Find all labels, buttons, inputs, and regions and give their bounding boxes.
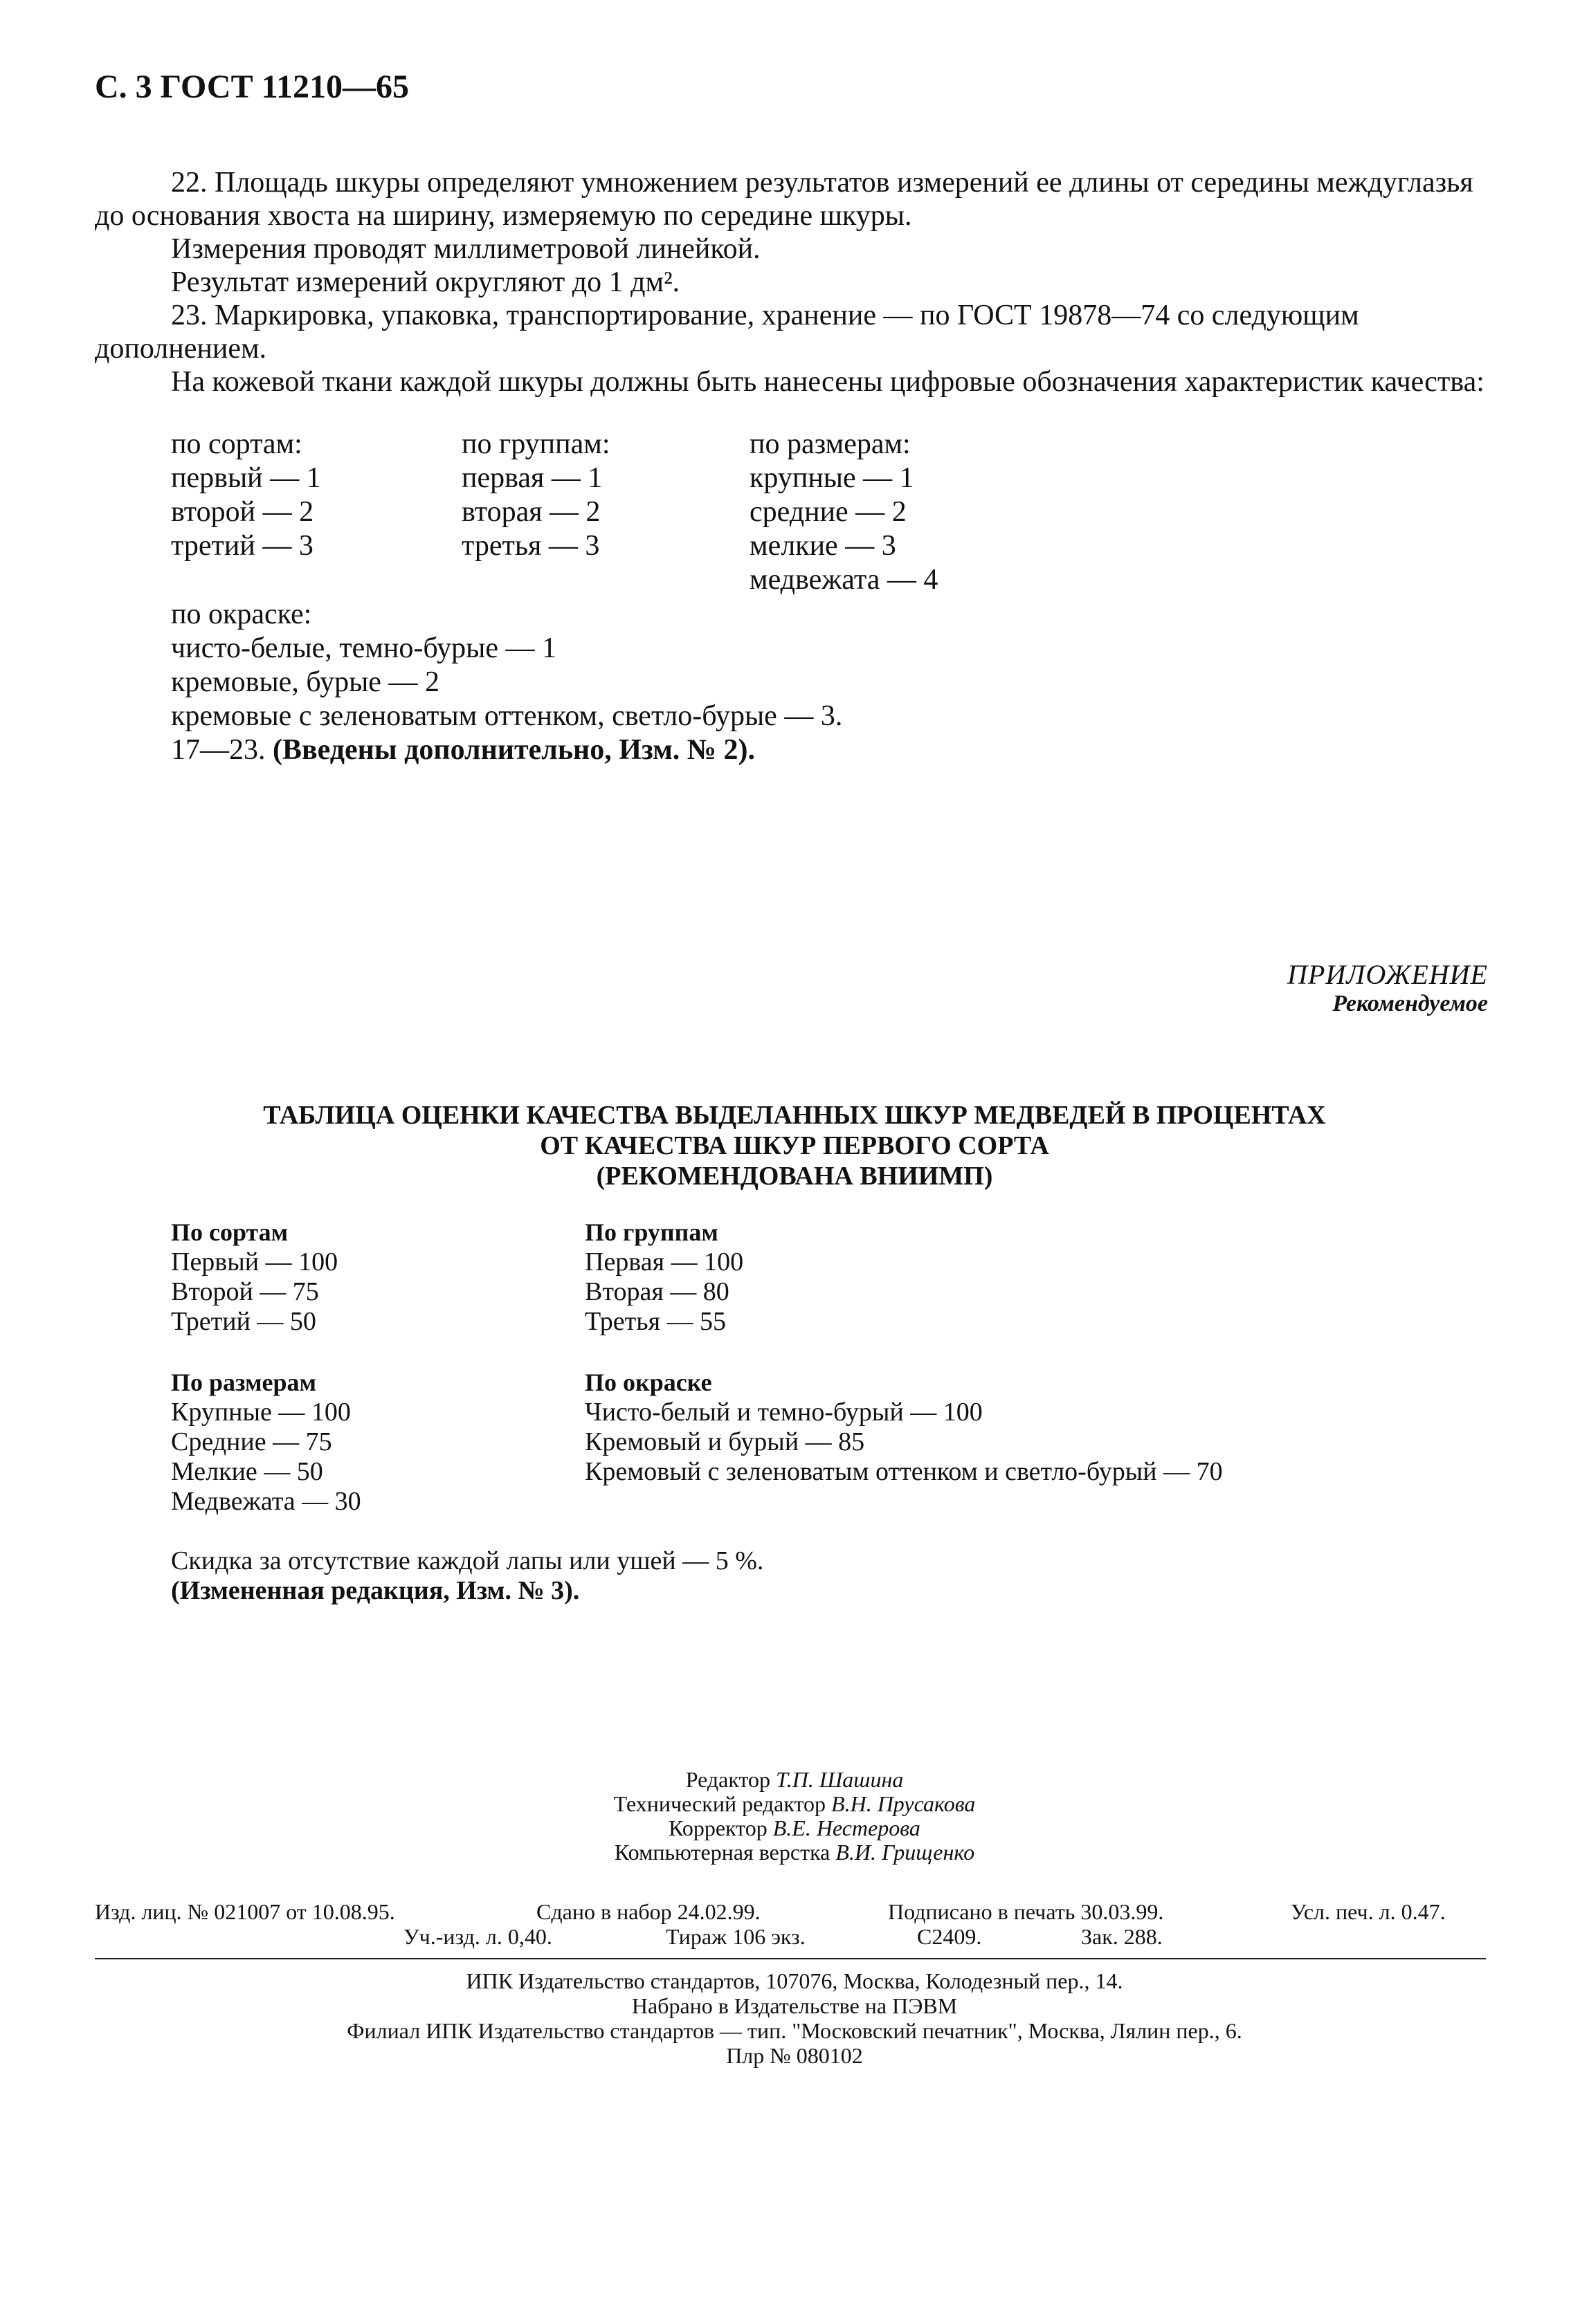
paragraph-round: Результат измерений округляют до 1 дм². — [171, 266, 680, 298]
imprint-code: С2409. — [917, 1924, 982, 1949]
table-title-line: ТАБЛИЦА ОЦЕНКИ КАЧЕСТВА ВЫДЕЛАННЫХ ШКУР МЕДВЕДЕЙ В ПРОЦЕНТАХ — [263, 1101, 1326, 1130]
grade-sort-item: Первый — 100 — [171, 1247, 338, 1277]
imprint-uch: Уч.-изд. л. 0,40. — [403, 1924, 552, 1949]
footer-line: Плр № 080102 — [726, 2043, 863, 2068]
grade-sort-head: По сортам — [171, 1218, 289, 1246]
paragraph-measure: Измерения проводят миллиметровой линейкой. — [171, 233, 761, 265]
credit-line: Корректор В.Е. Нестерова — [669, 1815, 920, 1840]
discount-block — [171, 1546, 763, 1606]
grade-size-item: Мелкие — 50 — [171, 1457, 323, 1486]
table-title — [0, 1100, 1589, 1191]
marking-group-column — [462, 428, 610, 563]
grade-group-item: Третья — 55 — [585, 1307, 727, 1336]
appendix-label: ПРИЛОЖЕНИЕ — [1287, 959, 1488, 990]
amendment-range: 17—23. — [171, 734, 266, 766]
marking-sort-head: по сортам: — [171, 428, 302, 460]
marking-color-item: кремовые с зеленоватым оттенком, светло-бурые — 3. — [171, 700, 843, 732]
credit-line: Технический редактор В.Н. Прусакова — [613, 1791, 976, 1816]
grade-group-column — [585, 1218, 743, 1337]
grade-color-item: Чисто-белый и темно-бурый — 100 — [585, 1398, 983, 1427]
marking-group-head: по группам: — [462, 428, 610, 460]
imprint-usl: Усл. печ. л. 0.47. — [1291, 1899, 1446, 1924]
grade-size-item: Средние — 75 — [171, 1427, 332, 1456]
marking-size-item: медвежата — 4 — [750, 564, 938, 596]
marking-size-column — [750, 428, 938, 597]
marking-color-column — [171, 598, 842, 733]
grade-size-column — [171, 1368, 361, 1517]
footer-line: Набрано в Издательстве на ПЭВМ — [631, 1993, 958, 2018]
grade-size-item: Медвежата — 30 — [171, 1487, 361, 1516]
marking-group-item: третья — 3 — [462, 530, 600, 562]
marking-size-head: по размерам: — [750, 428, 911, 460]
edition-note: (Измененная редакция, Изм. № 3). — [171, 1576, 580, 1605]
imprint-signed: Подписано в печать 30.03.99. — [888, 1899, 1164, 1924]
grade-color-item: Кремовый и бурый — 85 — [585, 1427, 865, 1456]
paragraph-23: 23. Маркировка, упаковка, транспортирование, хранение — по ГОСТ 19878—74 со следующим дополнением. — [95, 300, 1359, 365]
imprint-sent: Сдано в набор 24.02.99. — [536, 1899, 761, 1924]
amendment-note — [171, 733, 755, 767]
marking-group-item: вторая — 2 — [462, 496, 601, 528]
grade-sort-column — [171, 1218, 338, 1337]
marking-sort-item: третий — 3 — [171, 530, 314, 562]
imprint-divider — [95, 1958, 1486, 1959]
grade-color-item: Кремовый с зеленоватым оттенком и светло-бурый — 70 — [585, 1457, 1223, 1486]
grade-color-column — [585, 1368, 1223, 1487]
marking-color-head: по окраске: — [171, 598, 312, 630]
imprint-order: Зак. 288. — [1081, 1924, 1163, 1949]
grade-group-head: По группам — [585, 1218, 718, 1246]
section-text — [95, 166, 1486, 399]
marking-size-item: крупные — 1 — [750, 462, 914, 494]
credits-block — [0, 1768, 1589, 1865]
imprint-tirazh: Тираж 106 экз. — [666, 1924, 806, 1949]
marking-sort-item: первый — 1 — [171, 462, 321, 494]
appendix-status: Рекомендуемое — [1332, 991, 1488, 1016]
marking-color-item: кремовые, бурые — 2 — [171, 666, 439, 698]
table-title-line: (РЕКОМЕНДОВАНА ВНИИМП) — [596, 1162, 993, 1191]
publisher-footer — [0, 1968, 1589, 2068]
marking-size-item: средние — 2 — [750, 496, 907, 528]
table-title-line: ОТ КАЧЕСТВА ШКУР ПЕРВОГО СОРТА — [540, 1131, 1049, 1160]
marking-size-item: мелкие — 3 — [750, 530, 896, 562]
grade-group-item: Вторая — 80 — [585, 1277, 729, 1306]
appendix-heading — [1142, 958, 1488, 1017]
marking-group-item: первая — 1 — [462, 462, 603, 494]
marking-color-item: чисто-белые, темно-бурые — 1 — [171, 632, 556, 664]
paragraph-marking: На кожевой ткани каждой шкуры должны быть нанесены цифровые обозначения характеристик качества: — [171, 366, 1484, 398]
credit-line: Редактор Т.П. Шашина — [685, 1767, 904, 1792]
grade-sort-item: Второй — 75 — [171, 1277, 319, 1306]
grade-size-item: Крупные — 100 — [171, 1398, 351, 1427]
footer-line: ИПК Издательство стандартов, 107076, Москва, Колодезный пер., 14. — [466, 1968, 1123, 1993]
imprint-license: Изд. лиц. № 021007 от 10.08.95. — [95, 1899, 395, 1924]
footer-line: Филиал ИПК Издательство стандартов — тип. "Московский печатник", Москва, Лялин пер., 6. — [347, 2018, 1242, 2043]
marking-sort-item: второй — 2 — [171, 496, 314, 528]
grade-color-head: По окраске — [585, 1369, 712, 1396]
paragraph-22: 22. Площадь шкуры определяют умножением результатов измерений ее длины от середины междуглазья до основания хвоста на ширину, измеряемую по середине шкуры. — [95, 167, 1473, 232]
grade-group-item: Первая — 100 — [585, 1247, 744, 1277]
discount-text: Скидка за отсутствие каждой лапы или ушей — 5 %. — [171, 1546, 764, 1575]
page-header: С. 3 ГОСТ 11210—65 — [95, 68, 409, 105]
grade-sort-item: Третий — 50 — [171, 1307, 316, 1336]
marking-sort-column — [171, 428, 321, 563]
amendment-text: (Введены дополнительно, Изм. № 2). — [273, 734, 755, 766]
credit-line: Компьютерная верстка В.И. Грищенко — [614, 1840, 975, 1865]
grade-size-head: По размерам — [171, 1369, 317, 1396]
